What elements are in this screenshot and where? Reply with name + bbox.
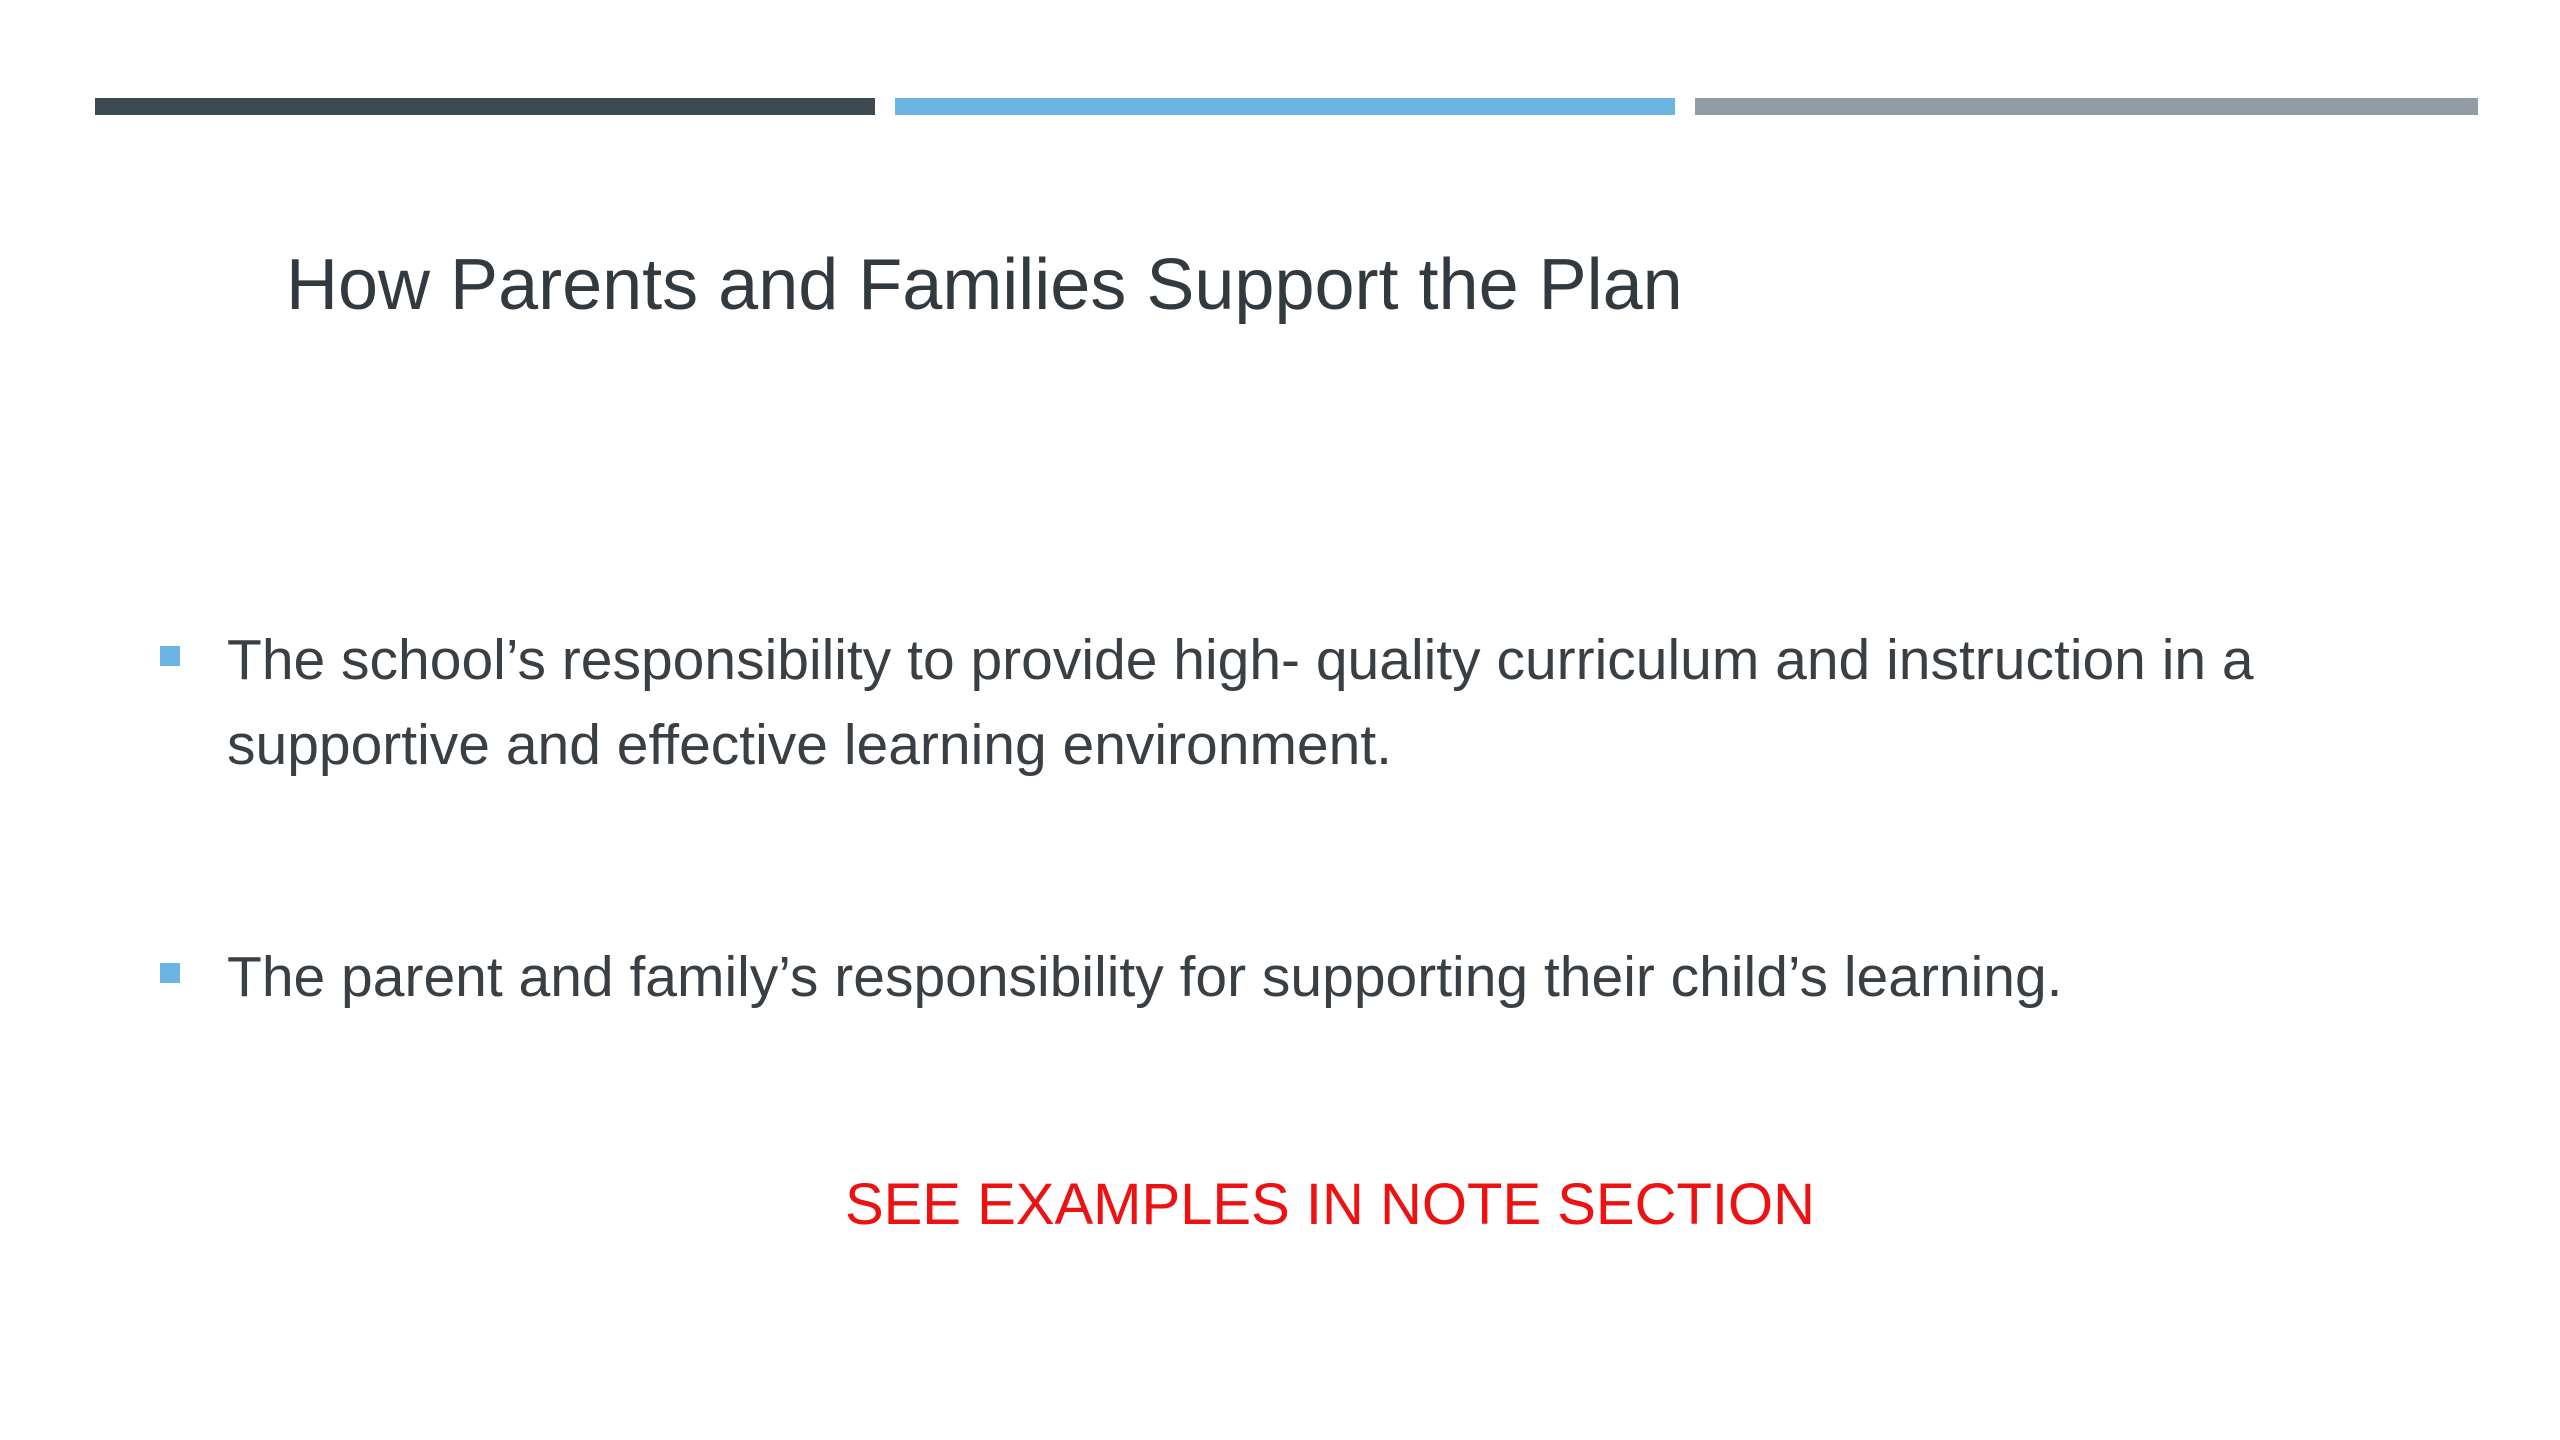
accent-bar-gray (1695, 98, 2478, 115)
top-accent-bars (95, 98, 2478, 115)
accent-bar-blue (895, 98, 1675, 115)
bullet-text: The parent and family’s responsibility for supporting their child’s learning. (227, 945, 2063, 1009)
bullet-item (155, 618, 2445, 788)
note-callout: SEE EXAMPLES IN NOTE SECTION (844, 1172, 1816, 1237)
square-bullet-icon (160, 963, 180, 983)
accent-bar-dark (95, 98, 875, 115)
slide-title: How Parents and Families Support the Plan (286, 245, 1683, 325)
bullet-text: The school’s responsibility to provide high- quality curriculum and instruction in a supportive and effective learning environment. (227, 628, 2254, 777)
bullet-list (155, 618, 2445, 1020)
square-bullet-icon (160, 646, 180, 666)
bullet-item (155, 935, 2445, 1020)
